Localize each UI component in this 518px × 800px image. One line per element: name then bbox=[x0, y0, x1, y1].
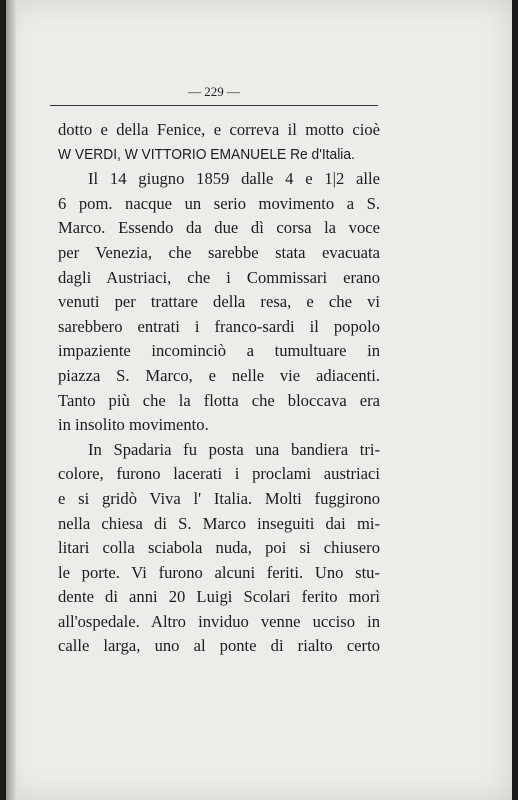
text-line: in insolito movimento. bbox=[58, 415, 209, 435]
book-page bbox=[6, 0, 512, 800]
text-line: piazza S. Marco, e nelle vie adiacenti. bbox=[58, 365, 380, 385]
text-line: dente di anni 20 Luigi Scolari ferito morì bbox=[58, 587, 380, 607]
header-rule bbox=[50, 105, 378, 106]
text-line: calle larga, uno al ponte di rialto certo bbox=[58, 636, 380, 656]
text-line: le porte. Vi furono alcuni feriti. Uno stu- bbox=[58, 562, 380, 582]
text-line: Tanto più che la flotta che bloccava era bbox=[58, 390, 380, 410]
text-line: dagli Austriaci, che i Commissari erano bbox=[58, 267, 380, 287]
text-line: all'ospedale. Altro inviduo venne ucciso in bbox=[58, 611, 380, 631]
text-line: Il 14 giugno 1859 dalle 4 e 1|2 alle bbox=[88, 169, 380, 189]
text-line: e si gridò Viva l' Italia. Molti fuggirono bbox=[58, 488, 380, 508]
text-line: In Spadaria fu posta una bandiera tri- bbox=[88, 439, 380, 459]
text-line: venuti per trattare della resa, e che vi bbox=[58, 292, 380, 312]
text-line: Marco. Essendo da due dì corsa la voce bbox=[58, 218, 380, 238]
text-line: dotto e della Fenice, e correva il motto cioè bbox=[58, 120, 380, 139]
text-line: impaziente incominciò a tumultuare in bbox=[58, 341, 380, 361]
text-line: per Venezia, che sarebbe stata evacuata bbox=[58, 242, 380, 262]
body-text bbox=[58, 118, 380, 659]
text-line: litari colla sciabola nuda, poi si chiusero bbox=[58, 538, 380, 558]
text-line: 6 pom. nacque un serio movimento a S. bbox=[58, 193, 380, 213]
text-line-motto: W VERDI, W VITTORIO EMANUELE Re d'Italia. bbox=[58, 145, 355, 163]
text-line: nella chiesa di S. Marco inseguiti dai mi- bbox=[58, 513, 380, 533]
text-line: sarebbero entrati i franco-sardi il popolo bbox=[58, 316, 380, 336]
page-number: — 229 — bbox=[188, 84, 240, 99]
text-line: colore, furono lacerati i proclami austriaci bbox=[58, 464, 380, 484]
page-gutter-shadow bbox=[6, 0, 16, 800]
